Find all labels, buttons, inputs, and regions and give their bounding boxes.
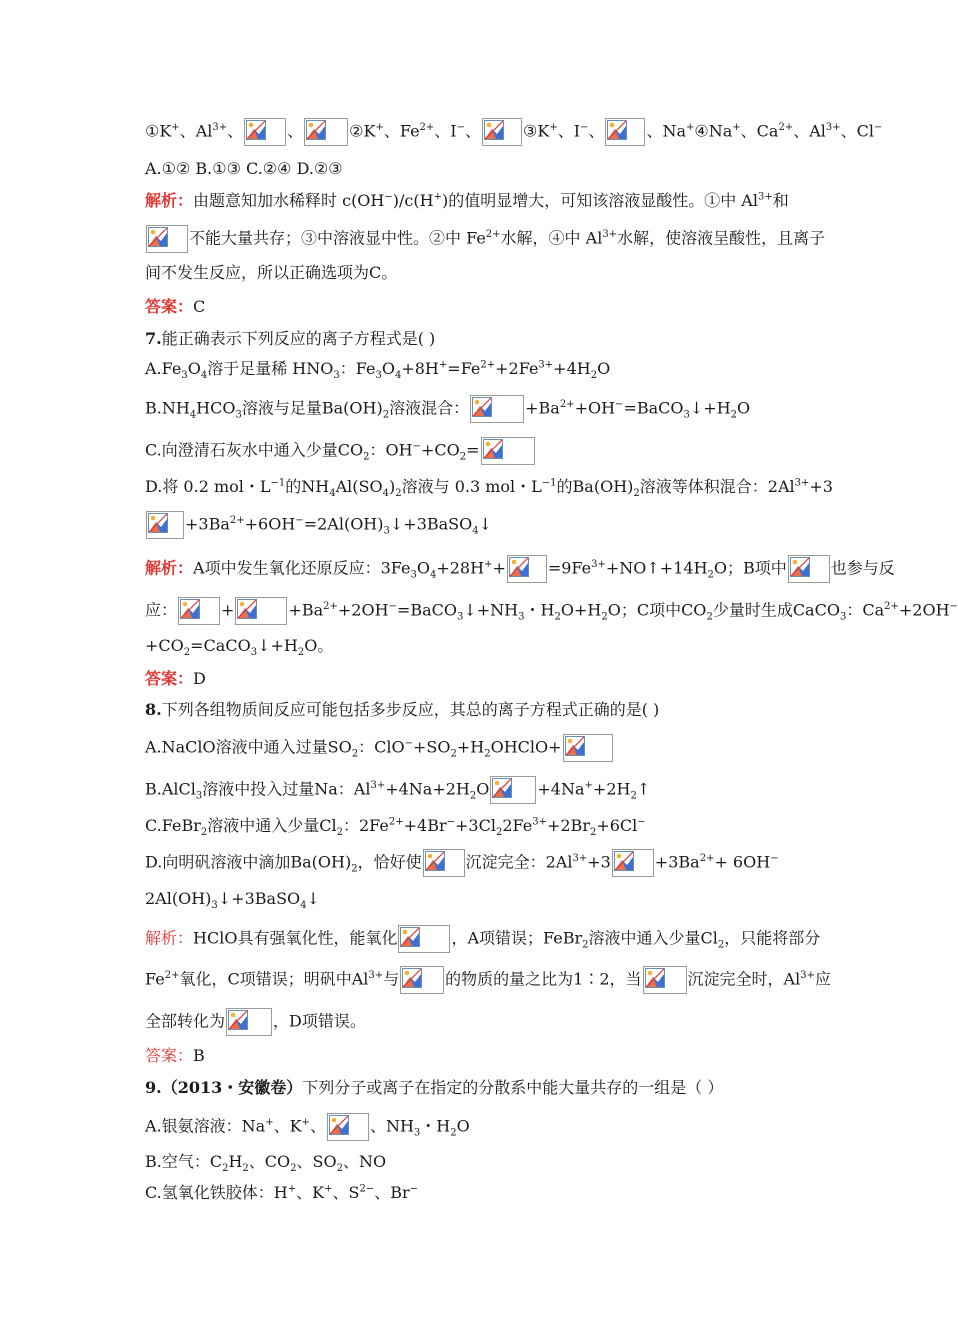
- broken-image-icon: [790, 557, 810, 577]
- formula-image: [563, 734, 613, 762]
- q8-answer: 答案：B: [145, 1046, 205, 1065]
- q8-option-d-line-2: $2Al(OH)_3↓+3BaSO_4↓$: [145, 889, 320, 912]
- q6-options: ①K+、$Al^{3+}$、 、 ②K+、$Fe^{2+}$、I−、 ③K+、I−、 、Na+④Na+、$Ca^{2+}$、$Al^{3+}$、Cl−: [145, 118, 882, 146]
- formula-image: [400, 966, 444, 994]
- broken-image-icon: [484, 120, 504, 140]
- q6-answer: 答案：C: [145, 297, 206, 316]
- broken-image-icon: [614, 851, 634, 871]
- broken-image-icon: [306, 120, 326, 140]
- formula-image: [605, 118, 645, 146]
- broken-image-icon: [148, 513, 168, 533]
- q7-analysis-line-3: $+CO_2=CaCO_3↓+H_2O$。: [145, 636, 334, 659]
- q6-analysis-line-1: 解析：由题意知加水稀释时 c(OH−)/c(H+)的值明显增大，可知该溶液显酸性。①中 $Al^{3+}$和: [145, 191, 789, 210]
- broken-image-icon: [329, 1115, 349, 1135]
- formula-image: [244, 118, 286, 146]
- formula-image: [423, 849, 465, 877]
- q7-option-b: $B.NH_4HCO_3$溶液与足量$Ba(OH)_2$溶液混合： $+Ba^{2+}+OH^-=BaCO_3↓+H_2O$: [145, 395, 750, 423]
- formula-image: [146, 511, 184, 539]
- q8-option-d-line-1: D.向明矾溶液中滴加$Ba(OH)_2$，恰好使 沉淀完全：$2Al^{3+}+3$ $+3Ba^{2+}+ 6OH^-$: [145, 849, 779, 877]
- formula-image: [226, 1008, 272, 1036]
- broken-image-icon: [483, 439, 503, 459]
- broken-image-icon: [492, 778, 512, 798]
- q7-option-c: C.向澄清石灰水中通入少量$CO_2$：$OH^-+CO_2=$: [145, 437, 536, 465]
- q9-option-c: C.氢氧化铁胶体：H+、K+、$S^{2-}$、Br−: [145, 1183, 418, 1202]
- formula-image: [490, 776, 536, 804]
- analysis-label: 解析：: [145, 191, 194, 210]
- formula-image: [643, 966, 687, 994]
- q6-choices: A.①② B.①③ C.②④ D.②③: [145, 159, 343, 178]
- broken-image-icon: [402, 968, 422, 988]
- q7-stem: 7.能正确表示下列反应的离子方程式是( ): [145, 329, 436, 348]
- q9-option-b: B.空气：$C_2H_2$、$CO_2$、$SO_2$、NO: [145, 1152, 387, 1175]
- q6-analysis-line-3: 间不发生反应，所以正确选项为C。: [145, 263, 398, 282]
- q8-option-a: A.NaClO溶液中通入过量$SO_2$：$ClO^-+SO_2+H_2OHClO+$: [145, 734, 614, 762]
- q6-analysis-line-2: 不能大量共存；③中溶液显中性。②中 $Fe^{2+}$水解，④中 $Al^{3+}$水解，使溶液呈酸性，且离子: [145, 225, 825, 253]
- q9-option-a: A.银氨溶液：Na+、K+、 、$NH_3$・$H_2O$: [145, 1113, 470, 1141]
- q8-analysis-line-3: 全部转化为 ，D项错误。: [145, 1008, 366, 1036]
- broken-image-icon: [509, 557, 529, 577]
- q7-option-a: $A.Fe_3O_4$溶于足量稀 $HNO_3$：$Fe_3O_4+8H^+=Fe^{2+}+2Fe^{3+}+4H_2O$: [145, 359, 611, 382]
- broken-image-icon: [645, 968, 665, 988]
- broken-image-icon: [425, 851, 445, 871]
- q8-option-b: B.AlCl$_3$溶液中投入过量Na：$Al^{3+}+4Na+2H_2O$ $+4Na^++2H_2↑$: [145, 776, 650, 804]
- q7-answer: 答案：D: [145, 669, 206, 688]
- q7-analysis-line-1: 解析：A项中发生氧化还原反应：$3Fe_3O_4+28H^++$ $=9Fe^{3+}+NO↑+14H_2O$；B项中 也参与反: [145, 555, 895, 583]
- q7-option-d-line-2: $+3Ba^{2+}+6OH^-=2Al(OH)_3↓+3BaSO_4↓$: [145, 511, 492, 539]
- q8-stem: 8.下列各组物质间反应可能包括多步反应，其总的离子方程式正确的是( ): [145, 700, 660, 719]
- formula-image: [788, 555, 830, 583]
- broken-image-icon: [607, 120, 627, 140]
- formula-image: [178, 597, 220, 625]
- formula-image: [146, 225, 188, 253]
- formula-image: [327, 1113, 369, 1141]
- broken-image-icon: [565, 736, 585, 756]
- broken-image-icon: [228, 1010, 248, 1030]
- formula-image: [481, 437, 535, 465]
- q8-option-c: C.FeBr$_2$溶液中通入少量$Cl_2$：$2Fe^{2+}+4Br^-+3Cl_22Fe^{3+}+2Br_2+6Cl^-$: [145, 816, 646, 839]
- broken-image-icon: [237, 599, 257, 619]
- formula-image: [612, 849, 654, 877]
- q8-analysis-line-1: 解析：HClO具有强氧化性，能氧化 ，A项错误；FeBr$_2$溶液中通入少量$Cl_2$，只能将部分: [145, 925, 820, 953]
- broken-image-icon: [148, 227, 168, 247]
- formula-image: [235, 597, 287, 625]
- formula-image: [470, 395, 524, 423]
- broken-image-icon: [180, 599, 200, 619]
- formula-image: [398, 925, 450, 953]
- q8-analysis-line-2: $Fe^{2+}$氧化，C项错误；明矾中$Al^{3+}$与 的物质的量之比为1∶2，当 沉淀完全时，$Al^{3+}$应: [145, 966, 831, 994]
- q7-option-d-line-1: D.将 0.2 mol・$L^{-1}$的$NH_4Al(SO_4)_2$溶液与 0.3 mol・$L^{-1}$的$Ba(OH)_2$溶液等体积混合：$2Al^{3+}+3$: [145, 477, 833, 500]
- broken-image-icon: [400, 927, 420, 947]
- q9-stem: 9.（2013・安徽卷）下列分子或离子在指定的分散系中能大量共存的一组是（ ）: [145, 1078, 724, 1097]
- formula-image: [304, 118, 348, 146]
- broken-image-icon: [472, 397, 492, 417]
- q7-analysis-line-2: 应： + $+Ba^{2+}+2OH^-=BaCO_3↓+NH_3$・$H_2O+H_2O$；C项中$CO_2$少量时生成CaCO$_3$：$Ca^{2+}+2OH^-$: [145, 597, 958, 625]
- formula-image: [507, 555, 547, 583]
- broken-image-icon: [246, 120, 266, 140]
- formula-image: [482, 118, 522, 146]
